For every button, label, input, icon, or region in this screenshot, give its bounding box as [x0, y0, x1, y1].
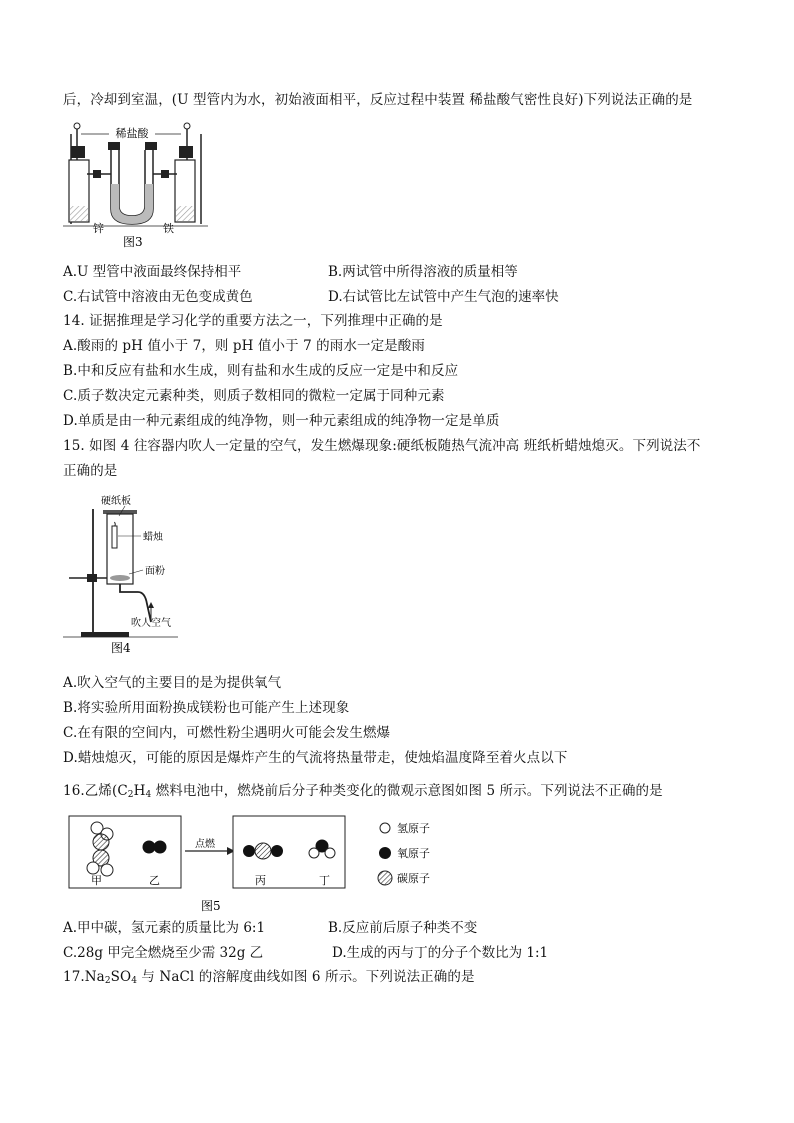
q17-sub2: 4: [131, 976, 138, 986]
q16-option-b: B.反应前后原子种类不变: [328, 920, 478, 936]
bing-label: 丙: [255, 874, 266, 887]
figure-5-caption: 图5: [201, 899, 221, 913]
figure-5-molecule-diagram: [63, 810, 463, 915]
q16-stem-pre: 16.乙烯(C: [63, 783, 128, 799]
q17-stem-pre: 17.Na: [63, 969, 105, 985]
q13-option-c: C.右试管中溶液由无色变成黄色: [63, 289, 253, 305]
q13-option-b: B.两试管中所得溶液的质量相等: [328, 264, 518, 280]
q17-sub1: 2: [104, 976, 111, 986]
figure-3-apparatus: [63, 114, 213, 249]
q17-stem: [63, 967, 475, 987]
legend-carbon: 碳原子: [397, 872, 430, 885]
acid-label: 稀盐酸: [115, 127, 149, 140]
q16-stem: [63, 781, 663, 801]
figure-3-caption: 图3: [123, 235, 143, 249]
zinc-label: 锌: [93, 222, 104, 235]
legend-hydrogen: 氢原子: [397, 822, 430, 835]
candle-label: 蜡烛: [143, 532, 163, 543]
q15-option-d: D.蜡烛熄灭，可能的原因是爆炸产生的气流将热量带走，使烛焰温度降至着火点以下: [63, 750, 568, 766]
q14-option-a: A.酸雨的 pH 值小于 7，则 pH 值小于 7 的雨水一定是酸雨: [63, 338, 425, 354]
q17-stem-post: 与 NaCl 的溶解度曲线如图 6 所示。下列说法正确的是: [137, 969, 475, 985]
q14-stem: 14. 证据推理是学习化学的重要方法之一，下列推理中正确的是: [63, 313, 443, 329]
board-label: 硬纸板: [101, 496, 131, 507]
q16-sub1: 2: [127, 790, 134, 800]
flour-label: 面粉: [145, 566, 165, 577]
intro-line: 后，冷却到室温，(U 型管内为水，初始液面相平，反应过程中装置 稀盐酸气密性良好)下列说法正确的是: [63, 92, 693, 108]
q15-option-c: C.在有限的空间内，可燃性粉尘遇明火可能会发生燃爆: [63, 725, 391, 741]
legend-oxygen: 氧原子: [397, 847, 430, 860]
ding-label: 丁: [319, 874, 330, 887]
jia-label: 甲: [91, 874, 102, 887]
ignite-label: 点燃: [195, 839, 215, 850]
q16-option-a: A.甲中碳，氢元素的质量比为 6:1: [63, 920, 266, 936]
figure-4-caption: 图4: [111, 641, 131, 655]
q16-stem-post: 燃料电池中，燃烧前后分子种类变化的微观示意图如图 5 所示。下列说法不正确的是: [151, 783, 663, 799]
q15-option-b: B.将实验所用面粉换成镁粉也可能产生上述现象: [63, 700, 350, 716]
q16-sub2: 4: [145, 790, 152, 800]
q14-option-b: B.中和反应有盐和水生成，则有盐和水生成的反应一定是中和反应: [63, 363, 459, 379]
iron-label: 铁: [163, 222, 174, 235]
q13-option-a: A.U 型管中液面最终保持相平: [63, 264, 242, 280]
q17-stem-mid: SO: [110, 969, 132, 985]
q15-stem-line1: 15. 如图 4 往容器内吹人一定量的空气，发生燃爆现象:硬纸板随热气流冲高 班纸析蜡烛熄灭。下列说法不: [63, 438, 701, 454]
q15-stem-line2: 正确的是: [63, 463, 118, 479]
blow-air-label: 吹人空气: [131, 618, 171, 629]
q15-option-a: A.吹入空气的主要目的是为提供氧气: [63, 675, 282, 691]
q13-option-d: D.右试管比左试管中产生气泡的速率快: [328, 289, 559, 305]
q14-option-d: D.单质是由一种元素组成的纯净物，则一种元素组成的纯净物一定是单质: [63, 413, 500, 429]
q14-option-c: C.质子数决定元素种类，则质子数相同的微粒一定属于同种元素: [63, 388, 445, 404]
yi-label: 乙: [149, 874, 160, 887]
q16-option-c: C.28g 甲完全燃烧至少需 32g 乙: [63, 945, 264, 961]
q16-stem-mid: H: [133, 783, 146, 799]
q16-option-d: D.生成的丙与丁的分子个数比为 1:1: [332, 945, 549, 961]
figure-4-apparatus: [63, 494, 193, 659]
